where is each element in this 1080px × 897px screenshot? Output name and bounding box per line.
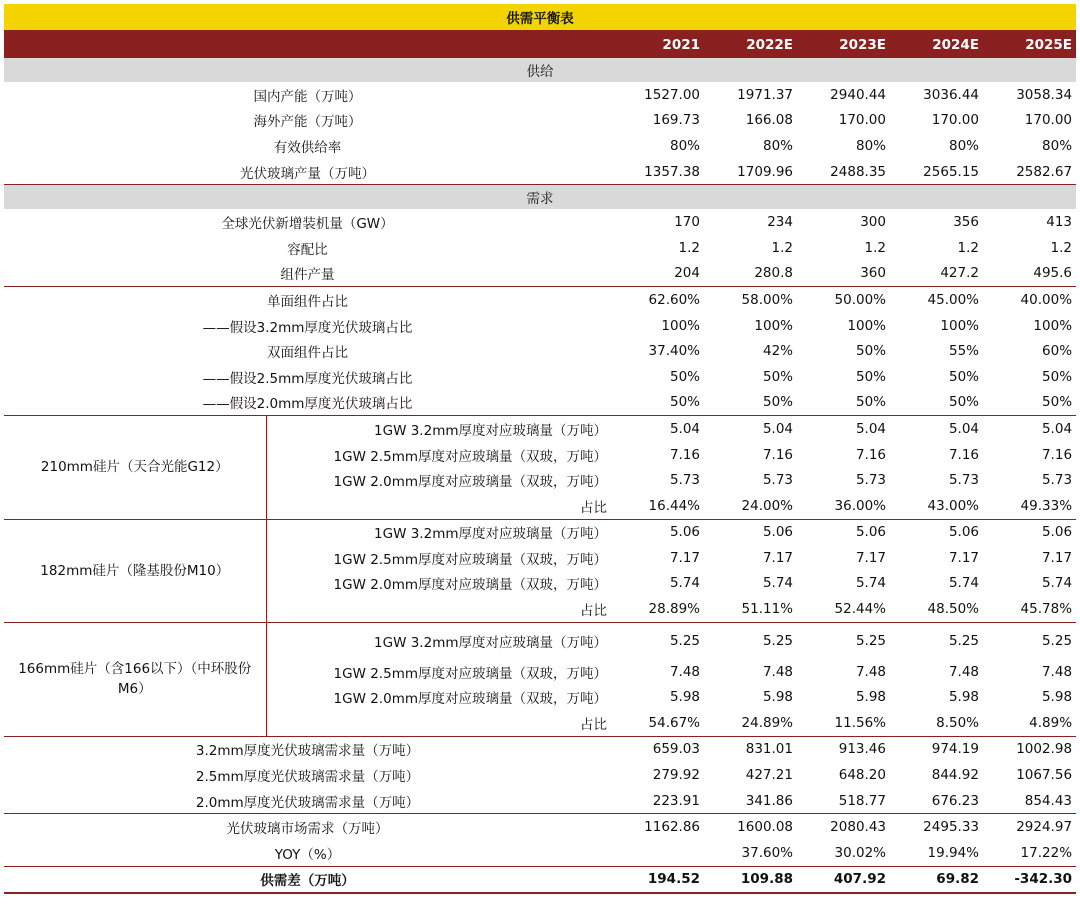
value-cell: -342.30 [983, 866, 1076, 893]
value-cell: 1.2 [1050, 239, 1073, 256]
value-cell: 7.16 [855, 446, 886, 463]
value-cell: 7.17 [762, 549, 793, 566]
table-row [4, 235, 1076, 261]
value-cell: 204 [674, 265, 700, 282]
value-cell: 1.2 [957, 239, 979, 256]
value-cell: 223.91 [652, 792, 700, 809]
value-cell: 2488.35 [830, 163, 886, 180]
value-cell: 1600.08 [704, 814, 797, 840]
value-cell: 1067.56 [1016, 767, 1073, 784]
value-cell: 7.17 [948, 549, 979, 566]
value-cell: 5.98 [669, 689, 700, 706]
table-row [4, 840, 1076, 866]
value-cell: 341.86 [745, 792, 793, 809]
value-cell: 24.00% [741, 497, 793, 514]
value-cell: 51.11% [741, 601, 793, 618]
value-cell: 8.50% [936, 714, 979, 731]
section-row-supply [4, 58, 1076, 82]
row-label: ——假设3.2mm厚度光伏玻璃占比 [202, 319, 413, 336]
value-cell: 5.25 [983, 622, 1076, 659]
table-title: 供需平衡表 [4, 4, 1076, 31]
value-cell: 80% [948, 137, 979, 154]
value-cell: 43.00% [927, 497, 979, 514]
row-label: 双面组件占比 [267, 345, 348, 362]
row-label: 3.2mm厚度光伏玻璃需求量（万吨） [4, 736, 611, 762]
row-label: 国内产能（万吨） [253, 88, 362, 105]
row-label: 容配比 [287, 241, 328, 258]
value-cell: 60% [1042, 343, 1073, 360]
value-cell: 55% [948, 343, 979, 360]
value-cell: 100% [1033, 317, 1073, 334]
value-cell: 3058.34 [1016, 86, 1073, 103]
value-cell: 109.88 [704, 866, 797, 893]
value-cell: 7.17 [855, 549, 886, 566]
table-row [4, 209, 1076, 235]
value-cell: 5.06 [797, 519, 890, 545]
row-label: 1GW 3.2mm厚度对应玻璃量（万吨） [266, 622, 611, 659]
value-cell: 5.98 [855, 689, 886, 706]
value-cell: 1002.98 [983, 736, 1076, 762]
value-cell: 854.43 [1024, 792, 1073, 809]
value-cell: 5.04 [983, 416, 1076, 442]
table-row [4, 519, 1076, 545]
table-row [4, 762, 1076, 788]
value-cell: 50% [855, 368, 886, 385]
value-cell: 11.56% [834, 714, 886, 731]
value-cell: 80% [1042, 137, 1073, 154]
row-label: 有效供给率 [273, 139, 342, 156]
value-cell: 169.73 [652, 112, 700, 129]
row-label: 光伏玻璃产量（万吨） [240, 165, 375, 182]
value-cell: 5.04 [890, 416, 983, 442]
value-cell: 5.25 [797, 622, 890, 659]
value-cell: 356 [953, 214, 979, 231]
table-row [4, 788, 1076, 814]
table-row [4, 416, 1076, 442]
value-cell: 45.00% [890, 287, 983, 313]
table-title-row [4, 4, 1076, 31]
year-header: 2022E [704, 31, 797, 58]
value-cell: 5.74 [762, 575, 793, 592]
value-cell: 5.74 [855, 575, 886, 592]
value-cell: 974.19 [890, 736, 983, 762]
value-cell: 300 [860, 214, 886, 231]
value-cell: 52.44% [834, 601, 886, 618]
year-header: 2023E [797, 31, 890, 58]
value-cell: 2924.97 [983, 814, 1076, 840]
value-cell: 407.92 [797, 866, 890, 893]
value-cell: 50% [948, 368, 979, 385]
row-label: 单面组件占比 [4, 287, 611, 313]
value-cell: 413 [1046, 214, 1073, 231]
value-cell: 5.74 [1041, 575, 1073, 592]
value-cell: 80% [855, 137, 886, 154]
value-cell: 7.17 [669, 549, 700, 566]
value-cell: 5.06 [611, 519, 704, 545]
value-cell: 360 [860, 265, 886, 282]
row-label: 全球光伏新增装机量（GW） [221, 216, 394, 233]
table-row [4, 159, 1076, 185]
value-cell: 1971.37 [737, 86, 793, 103]
value-cell: 7.48 [855, 663, 886, 680]
table-row [4, 133, 1076, 159]
row-label: 1GW 2.5mm厚度对应玻璃量（双玻，万吨） [333, 448, 607, 465]
wafer-group-label: 182mm硅片（隆基股份M10） [4, 519, 266, 622]
value-cell: 49.33% [1020, 497, 1073, 514]
value-cell: 37.40% [648, 343, 700, 360]
value-cell: 5.73 [855, 472, 886, 489]
value-cell: 80% [762, 137, 793, 154]
value-cell: 42% [762, 343, 793, 360]
value-cell: 5.74 [669, 575, 700, 592]
row-label: 组件产量 [280, 267, 335, 284]
value-cell: 2080.43 [797, 814, 890, 840]
value-cell [611, 840, 704, 866]
value-cell: 7.16 [1041, 446, 1073, 463]
value-cell: 3036.44 [923, 86, 979, 103]
value-cell: 7.17 [1041, 549, 1073, 566]
value-cell: 69.82 [890, 866, 983, 893]
value-cell: 279.92 [652, 767, 700, 784]
row-label: 光伏玻璃市场需求（万吨） [4, 814, 611, 840]
value-cell: 50% [762, 394, 793, 411]
year-header: 2024E [890, 31, 983, 58]
value-cell: 17.22% [1020, 844, 1073, 861]
value-cell: 54.67% [648, 714, 700, 731]
value-cell: 50% [1042, 368, 1073, 385]
value-cell: 2495.33 [890, 814, 983, 840]
value-cell: 40.00% [983, 287, 1076, 313]
value-cell: 5.98 [1041, 689, 1073, 706]
value-cell: 5.73 [1041, 472, 1073, 489]
value-cell: 100% [940, 317, 979, 334]
value-cell: 100% [847, 317, 886, 334]
header-row [4, 31, 1076, 58]
value-cell: 166.08 [745, 112, 793, 129]
value-cell: 7.48 [669, 663, 700, 680]
value-cell: 7.16 [669, 446, 700, 463]
value-cell: 37.60% [741, 844, 793, 861]
table-row [4, 736, 1076, 762]
table-row [4, 313, 1076, 339]
row-label: 占比 [580, 499, 607, 516]
value-cell: 30.02% [834, 844, 886, 861]
value-cell: 100% [661, 317, 700, 334]
value-cell: 427.2 [940, 265, 979, 282]
year-header: 2025E [983, 31, 1076, 58]
value-cell: 100% [754, 317, 793, 334]
row-label: 1GW 3.2mm厚度对应玻璃量（万吨） [266, 519, 611, 545]
value-cell: 62.60% [611, 287, 704, 313]
table-row [4, 261, 1076, 287]
value-cell: 5.25 [704, 622, 797, 659]
table-row [4, 108, 1076, 134]
value-cell: 831.01 [704, 736, 797, 762]
value-cell: 50% [762, 368, 793, 385]
value-cell: 5.98 [762, 689, 793, 706]
value-cell: 7.48 [1041, 663, 1073, 680]
value-cell: 194.52 [611, 866, 704, 893]
value-cell: 495.6 [1033, 265, 1073, 282]
row-label: 1GW 2.5mm厚度对应玻璃量（双玻，万吨） [333, 551, 607, 568]
value-cell: 50.00% [797, 287, 890, 313]
row-label: 1GW 2.5mm厚度对应玻璃量（双玻，万吨） [333, 665, 607, 682]
gap-row [4, 866, 1076, 893]
value-cell: 16.44% [648, 497, 700, 514]
value-cell: 28.89% [648, 601, 700, 618]
value-cell: 5.73 [948, 472, 979, 489]
value-cell: 5.73 [762, 472, 793, 489]
value-cell: 5.06 [704, 519, 797, 545]
row-label: ——假设2.5mm厚度光伏玻璃占比 [202, 370, 413, 387]
value-cell: 7.48 [948, 663, 979, 680]
year-header: 2021 [611, 31, 704, 58]
row-label: 占比 [580, 603, 607, 620]
value-cell: 659.03 [611, 736, 704, 762]
value-cell: 913.46 [797, 736, 890, 762]
table-row [4, 390, 1076, 416]
value-cell: 7.16 [948, 446, 979, 463]
value-cell: 170.00 [838, 112, 886, 129]
section-row-demand [4, 185, 1076, 210]
value-cell: 24.89% [741, 714, 793, 731]
value-cell: 7.48 [762, 663, 793, 680]
value-cell: 648.20 [838, 767, 886, 784]
value-cell: 50% [855, 394, 886, 411]
value-cell: 1357.38 [644, 163, 700, 180]
value-cell: 7.16 [762, 446, 793, 463]
row-label: 1GW 3.2mm厚度对应玻璃量（万吨） [266, 416, 611, 442]
row-label: YOY（%） [274, 846, 341, 863]
value-cell: 5.04 [797, 416, 890, 442]
value-cell: 4.89% [1029, 714, 1073, 731]
value-cell: 844.92 [931, 767, 979, 784]
wafer-group-label: 166mm硅片（含166以下）（中环股份M6） [4, 622, 266, 736]
table-row [4, 364, 1076, 390]
header-blank [4, 31, 611, 58]
row-label: 1GW 2.0mm厚度对应玻璃量（双玻，万吨） [333, 577, 607, 594]
value-cell: 36.00% [834, 497, 886, 514]
section-title: 需求 [4, 185, 1076, 210]
value-cell: 518.77 [838, 792, 886, 809]
value-cell: 5.04 [704, 416, 797, 442]
value-cell: 427.21 [745, 767, 793, 784]
value-cell: 2582.67 [1016, 163, 1073, 180]
value-cell: 50% [669, 394, 700, 411]
value-cell: 5.25 [611, 622, 704, 659]
value-cell: 170 [674, 214, 700, 231]
value-cell: 19.94% [927, 844, 979, 861]
wafer-group-label: 210mm硅片（天合光能G12） [4, 416, 266, 519]
section-title: 供给 [4, 58, 1076, 82]
value-cell: 5.25 [890, 622, 983, 659]
value-cell: 50% [948, 394, 979, 411]
table-row [4, 287, 1076, 313]
value-cell: 676.23 [931, 792, 979, 809]
row-label: 1GW 2.0mm厚度对应玻璃量（双玻，万吨） [333, 474, 607, 491]
table-row [4, 82, 1076, 108]
row-label: 供需差（万吨） [4, 866, 611, 893]
row-label: 海外产能（万吨） [253, 114, 362, 131]
row-label: 2.0mm厚度光伏玻璃需求量（万吨） [195, 794, 420, 811]
value-cell: 48.50% [927, 601, 979, 618]
supply-demand-table [4, 4, 1076, 894]
value-cell: 5.73 [669, 472, 700, 489]
table-row [4, 814, 1076, 840]
table-row [4, 622, 1076, 659]
value-cell: 45.78% [1020, 601, 1073, 618]
value-cell: 1.2 [864, 239, 886, 256]
value-cell: 50% [1042, 394, 1073, 411]
value-cell: 170.00 [1024, 112, 1073, 129]
value-cell: 5.06 [983, 519, 1076, 545]
row-label: 1GW 2.0mm厚度对应玻璃量（双玻，万吨） [333, 691, 607, 708]
value-cell: 50% [855, 343, 886, 360]
value-cell: 58.00% [704, 287, 797, 313]
value-cell: 80% [669, 137, 700, 154]
value-cell: 1709.96 [737, 163, 793, 180]
value-cell: 234 [767, 214, 793, 231]
value-cell: 5.04 [611, 416, 704, 442]
value-cell: 5.74 [948, 575, 979, 592]
value-cell: 1162.86 [611, 814, 704, 840]
value-cell: 1.2 [771, 239, 793, 256]
value-cell: 1527.00 [644, 86, 700, 103]
row-label: 占比 [580, 716, 607, 733]
value-cell: 170.00 [931, 112, 979, 129]
row-label: ——假设2.0mm厚度光伏玻璃占比 [202, 396, 413, 413]
value-cell: 50% [669, 368, 700, 385]
table-row [4, 338, 1076, 364]
row-label: 2.5mm厚度光伏玻璃需求量（万吨） [195, 769, 420, 786]
value-cell: 5.98 [948, 689, 979, 706]
value-cell: 1.2 [678, 239, 700, 256]
value-cell: 5.06 [890, 519, 983, 545]
value-cell: 2565.15 [923, 163, 979, 180]
value-cell: 280.8 [754, 265, 793, 282]
value-cell: 2940.44 [830, 86, 886, 103]
